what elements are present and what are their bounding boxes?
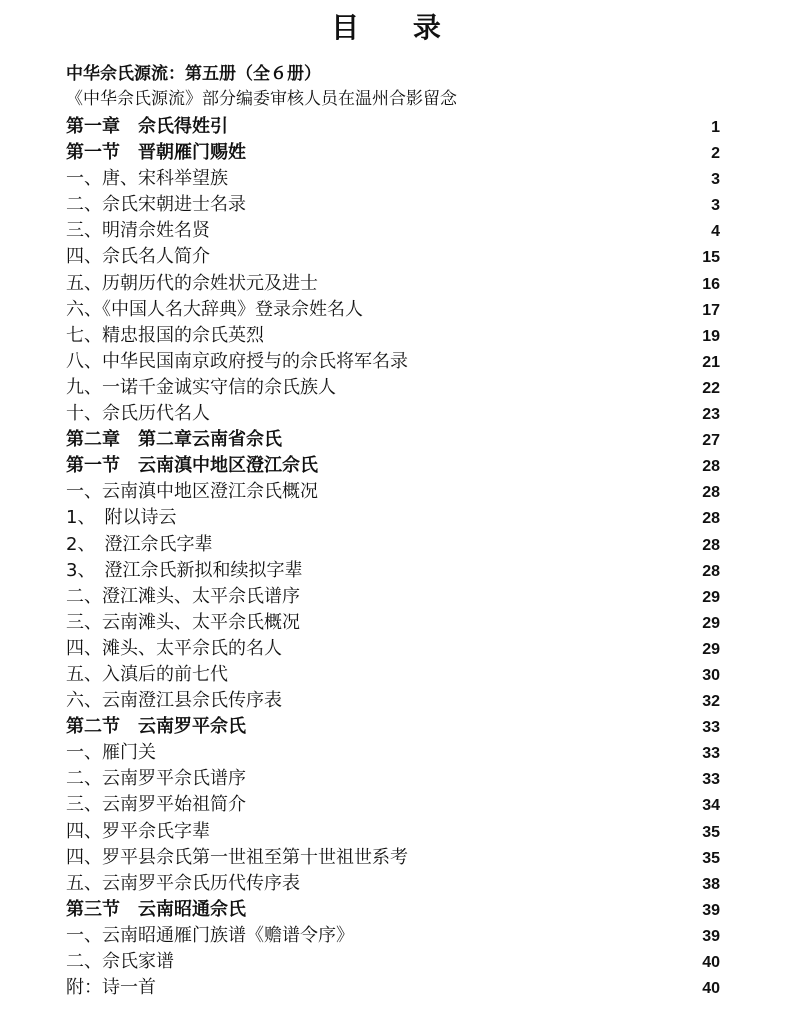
toc-entry-page: 29 xyxy=(702,614,720,632)
toc-entry[interactable] xyxy=(66,453,720,479)
toc-entry-page: 32 xyxy=(702,693,720,711)
toc-entry[interactable] xyxy=(66,662,720,688)
toc-entry[interactable] xyxy=(66,871,720,897)
toc-entry-title: 三、云南罗平始祖简介 xyxy=(66,794,246,816)
toc-entry-page: 28 xyxy=(702,484,720,502)
toc-entry-title: 第二节 云南罗平佘氏 xyxy=(66,716,246,738)
toc-entry[interactable] xyxy=(66,218,720,244)
photo-caption: 《中华佘氏源流》部分编委审核人员在温州合影留念 xyxy=(66,89,457,109)
toc-entry-page: 3 xyxy=(711,197,720,215)
toc-entry[interactable] xyxy=(66,819,720,845)
toc-entry-title: 2、 澄江佘氏字辈 xyxy=(66,533,213,555)
toc-entry[interactable] xyxy=(66,740,720,766)
toc-entry-page: 40 xyxy=(702,980,720,998)
toc-entry-title: 八、中华民国南京政府授与的佘氏将军名录 xyxy=(66,350,408,372)
toc-entry-page: 17 xyxy=(702,301,720,319)
toc-entry-page: 28 xyxy=(702,458,720,476)
book-subtitle: 中华佘氏源流：第五册（全６册） xyxy=(66,64,321,84)
toc-entry[interactable] xyxy=(66,766,720,792)
toc-entry-page: 4 xyxy=(711,223,720,241)
toc-entry-title: 第二章 第二章云南省佘氏 xyxy=(66,429,282,451)
toc-entry-page: 22 xyxy=(702,379,720,397)
toc-entry[interactable] xyxy=(66,845,720,871)
toc-entry[interactable] xyxy=(66,166,720,192)
toc-entry-page: 1 xyxy=(711,119,720,136)
toc-entry-page: 28 xyxy=(702,510,720,528)
toc-entry[interactable] xyxy=(66,192,720,218)
toc-entry-page: 33 xyxy=(702,745,720,763)
toc-entry[interactable] xyxy=(66,975,720,1001)
toc-entry-title: 四、罗平县佘氏第一世祖至第十世祖世系考 xyxy=(66,846,408,868)
toc-entry-page: 40 xyxy=(702,954,720,971)
toc-entry-page: 34 xyxy=(702,797,720,815)
toc-entry-title: 第三节 云南昭通佘氏 xyxy=(66,898,246,920)
toc-entry-page: 33 xyxy=(702,719,720,737)
toc-entry-page: 21 xyxy=(702,353,720,371)
toc-entry[interactable] xyxy=(66,636,720,662)
toc-entry[interactable] xyxy=(66,792,720,818)
toc-entry[interactable] xyxy=(66,505,720,531)
toc-entry-title: 六、云南澄江县佘氏传序表 xyxy=(66,690,282,712)
toc-entry[interactable] xyxy=(66,532,720,558)
toc-entry-title: 四、罗平佘氏字辈 xyxy=(66,820,210,842)
toc-entry[interactable] xyxy=(66,140,720,166)
toc-entry-page: 15 xyxy=(702,249,720,267)
toc-entry-page: 29 xyxy=(702,588,720,606)
toc-entry-page: 35 xyxy=(702,849,720,867)
toc-entry-page: 27 xyxy=(702,432,720,450)
toc-entry-title: 第一节 晋朝雁门赐姓 xyxy=(66,142,246,164)
toc-entry-title: 四、滩头、太平佘氏的名人 xyxy=(66,637,282,659)
toc-entry-page: 30 xyxy=(702,666,720,684)
toc-entry-title: 五、历朝历代的佘姓状元及进士 xyxy=(66,272,318,294)
toc-entry-page: 39 xyxy=(702,927,720,945)
toc-entry-title: 二、云南罗平佘氏谱序 xyxy=(66,768,246,790)
toc-entry[interactable] xyxy=(66,114,720,140)
toc-entry-title: 三、云南滩头、太平佘氏概况 xyxy=(66,611,300,633)
toc-entry[interactable] xyxy=(66,949,720,975)
toc-entry[interactable] xyxy=(66,923,720,949)
toc-entry-title: 九、一诺千金诚实守信的佘氏族人 xyxy=(66,376,336,398)
toc-entry[interactable] xyxy=(66,323,720,349)
toc-entry-title: 一、云南昭通雁门族谱《赡谱令序》 xyxy=(66,924,354,946)
toc-entry-title: 二、佘氏宋朝进士名录 xyxy=(66,194,246,216)
toc-entry-page: 33 xyxy=(702,771,720,789)
toc-entry-title: 二、澄江滩头、太平佘氏谱序 xyxy=(66,585,300,607)
toc-entry-title: 十、佘氏历代名人 xyxy=(66,403,210,425)
toc-entry-title: 四、佘氏名人简介 xyxy=(66,246,210,268)
toc-entry-title: 六、《中国人名大辞典》登录佘姓名人 xyxy=(66,298,363,320)
toc-entry-page: 29 xyxy=(702,640,720,658)
toc-entry-page: 35 xyxy=(702,823,720,841)
toc-entry-page: 39 xyxy=(702,901,720,919)
toc-entry[interactable] xyxy=(66,271,720,297)
toc-entry[interactable] xyxy=(66,610,720,636)
toc-entry-title: 第一节 云南滇中地区澄江佘氏 xyxy=(66,455,318,477)
toc-entry-title: 一、唐、宋科举望族 xyxy=(66,168,228,190)
toc-entry[interactable] xyxy=(66,688,720,714)
toc-entry-title: 三、明清佘姓名贤 xyxy=(66,220,210,242)
toc-entry[interactable] xyxy=(66,714,720,740)
toc-entry-page: 19 xyxy=(702,327,720,345)
toc-entry[interactable] xyxy=(66,401,720,427)
toc-entry-title: 五、云南罗平佘氏历代传序表 xyxy=(66,872,300,894)
toc-entry-title: 一、云南滇中地区澄江佘氏概况 xyxy=(66,481,318,503)
toc-entry[interactable] xyxy=(66,375,720,401)
toc-entry[interactable] xyxy=(66,897,720,923)
toc-entry-title: 五、入滇后的前七代 xyxy=(66,663,228,685)
toc-entry-title: 二、佘氏家谱 xyxy=(66,951,174,972)
toc-entry[interactable] xyxy=(66,297,720,323)
toc-entry-title: 七、精忠报国的佘氏英烈 xyxy=(66,324,264,346)
toc-entry[interactable] xyxy=(66,479,720,505)
toc-entry-title: 附：诗一首 xyxy=(66,977,156,999)
toc-entry-page: 16 xyxy=(702,275,720,293)
toc-entry-page: 28 xyxy=(702,562,720,580)
toc-entry[interactable] xyxy=(66,427,720,453)
toc-entry-page: 28 xyxy=(702,536,720,554)
toc-entry-title: 3、 澄江佘氏新拟和续拟字辈 xyxy=(66,559,303,581)
table-of-contents xyxy=(66,114,720,1001)
toc-entry[interactable] xyxy=(66,558,720,584)
toc-entry[interactable] xyxy=(66,244,720,270)
toc-entry-title: 1、 附以诗云 xyxy=(66,507,177,529)
page-title: 目 录 xyxy=(331,11,463,44)
toc-entry-title: 一、雁门关 xyxy=(66,742,156,764)
toc-entry-page: 2 xyxy=(711,145,720,163)
toc-entry[interactable] xyxy=(66,349,720,375)
toc-entry-page: 23 xyxy=(702,406,720,424)
toc-entry[interactable] xyxy=(66,584,720,610)
toc-entry-page: 38 xyxy=(702,875,720,893)
toc-entry-title: 第一章 佘氏得姓引 xyxy=(66,116,228,137)
toc-entry-page: 3 xyxy=(711,171,720,189)
